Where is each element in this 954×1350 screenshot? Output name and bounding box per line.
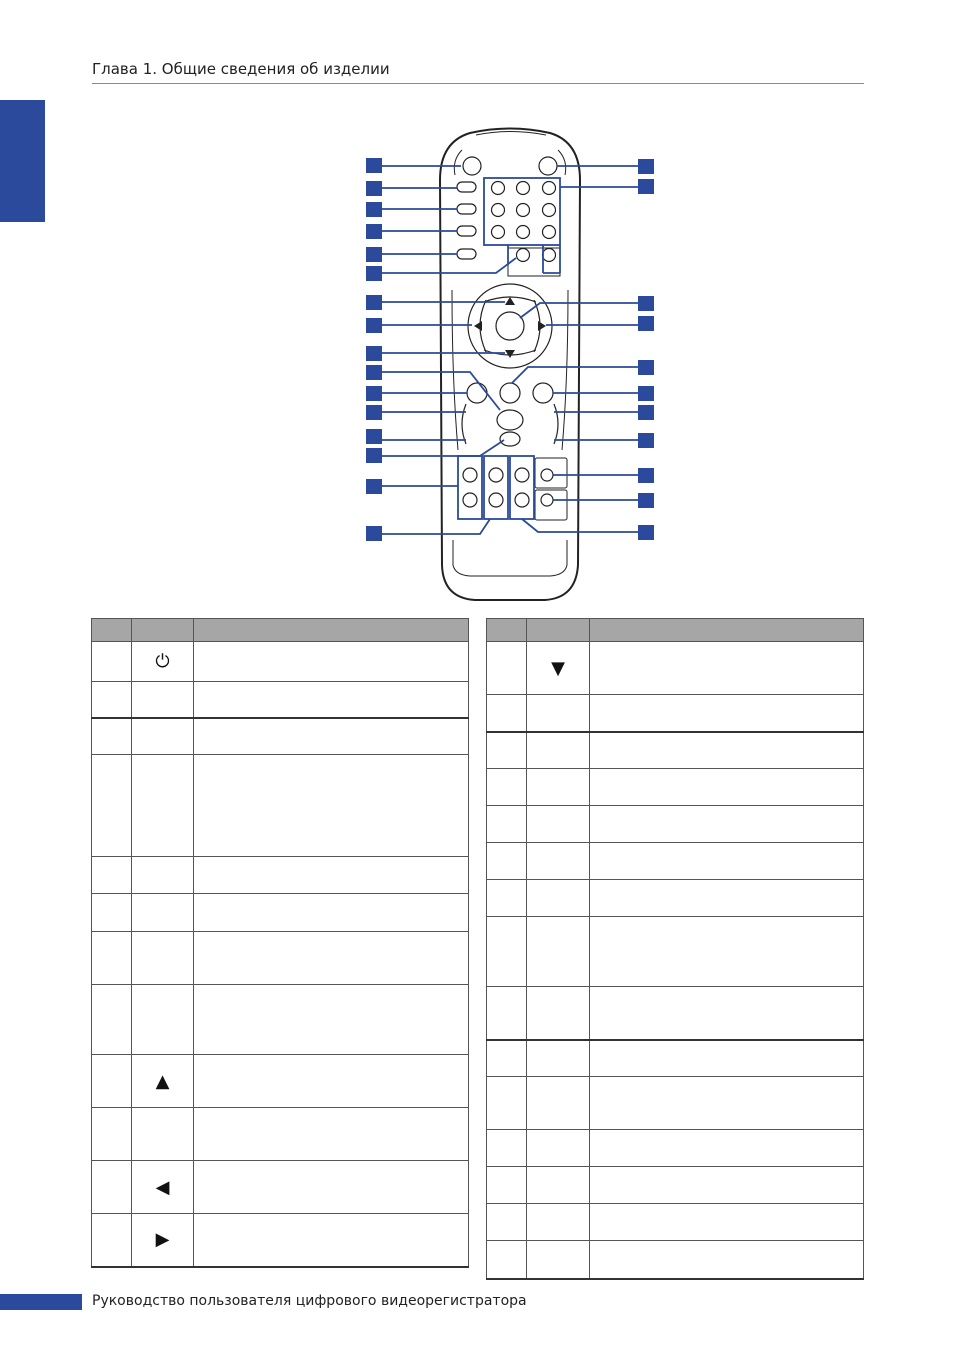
table-row [487,806,864,843]
header-cell [590,619,864,642]
table-row [487,732,864,769]
table-row [487,695,864,732]
table-row [92,894,469,932]
footer-title: Руководство пользователя цифрового видеорегистратора [92,1293,527,1309]
header-cell [194,619,469,642]
table-row [487,1077,864,1130]
table-row [92,857,469,894]
side-tab-marker [0,100,45,222]
table-row [487,642,864,695]
table-row [487,1130,864,1167]
table-row [92,642,469,682]
table-row [92,1214,469,1267]
triangle-down-icon: ▼ [551,657,565,679]
table-row [487,987,864,1040]
table-row [92,755,469,857]
chapter-title: Глава 1. Общие сведения об изделии [92,60,390,78]
remote-control-diagram [360,125,660,605]
table-row [487,1241,864,1279]
right-legend-table [486,618,864,1280]
power-icon: ⏻ [155,651,170,672]
table-header-row [92,619,469,642]
table-row [92,682,469,718]
header-cell [92,619,132,642]
header-cell [527,619,590,642]
table-row [487,769,864,806]
footer-accent-bar [0,1294,82,1310]
triangle-left-icon: ◀ [155,1176,170,1198]
table-row [92,932,469,985]
table-row [487,917,864,987]
header-cell [132,619,194,642]
table-row [487,843,864,880]
table-row [487,1040,864,1077]
table-header-row [487,619,864,642]
header-cell [487,619,527,642]
table-row [487,1204,864,1241]
header-rule [92,83,864,84]
triangle-right-icon: ▶ [155,1229,170,1251]
table-row [487,880,864,917]
triangle-up-icon: ▲ [155,1070,170,1092]
table-row [92,985,469,1055]
table-row [92,718,469,755]
table-row [92,1108,469,1161]
remote-body-outline [440,129,580,601]
table-row [92,1055,469,1108]
table-row [92,1161,469,1214]
table-row [487,1167,864,1204]
left-legend-table [91,618,469,1268]
